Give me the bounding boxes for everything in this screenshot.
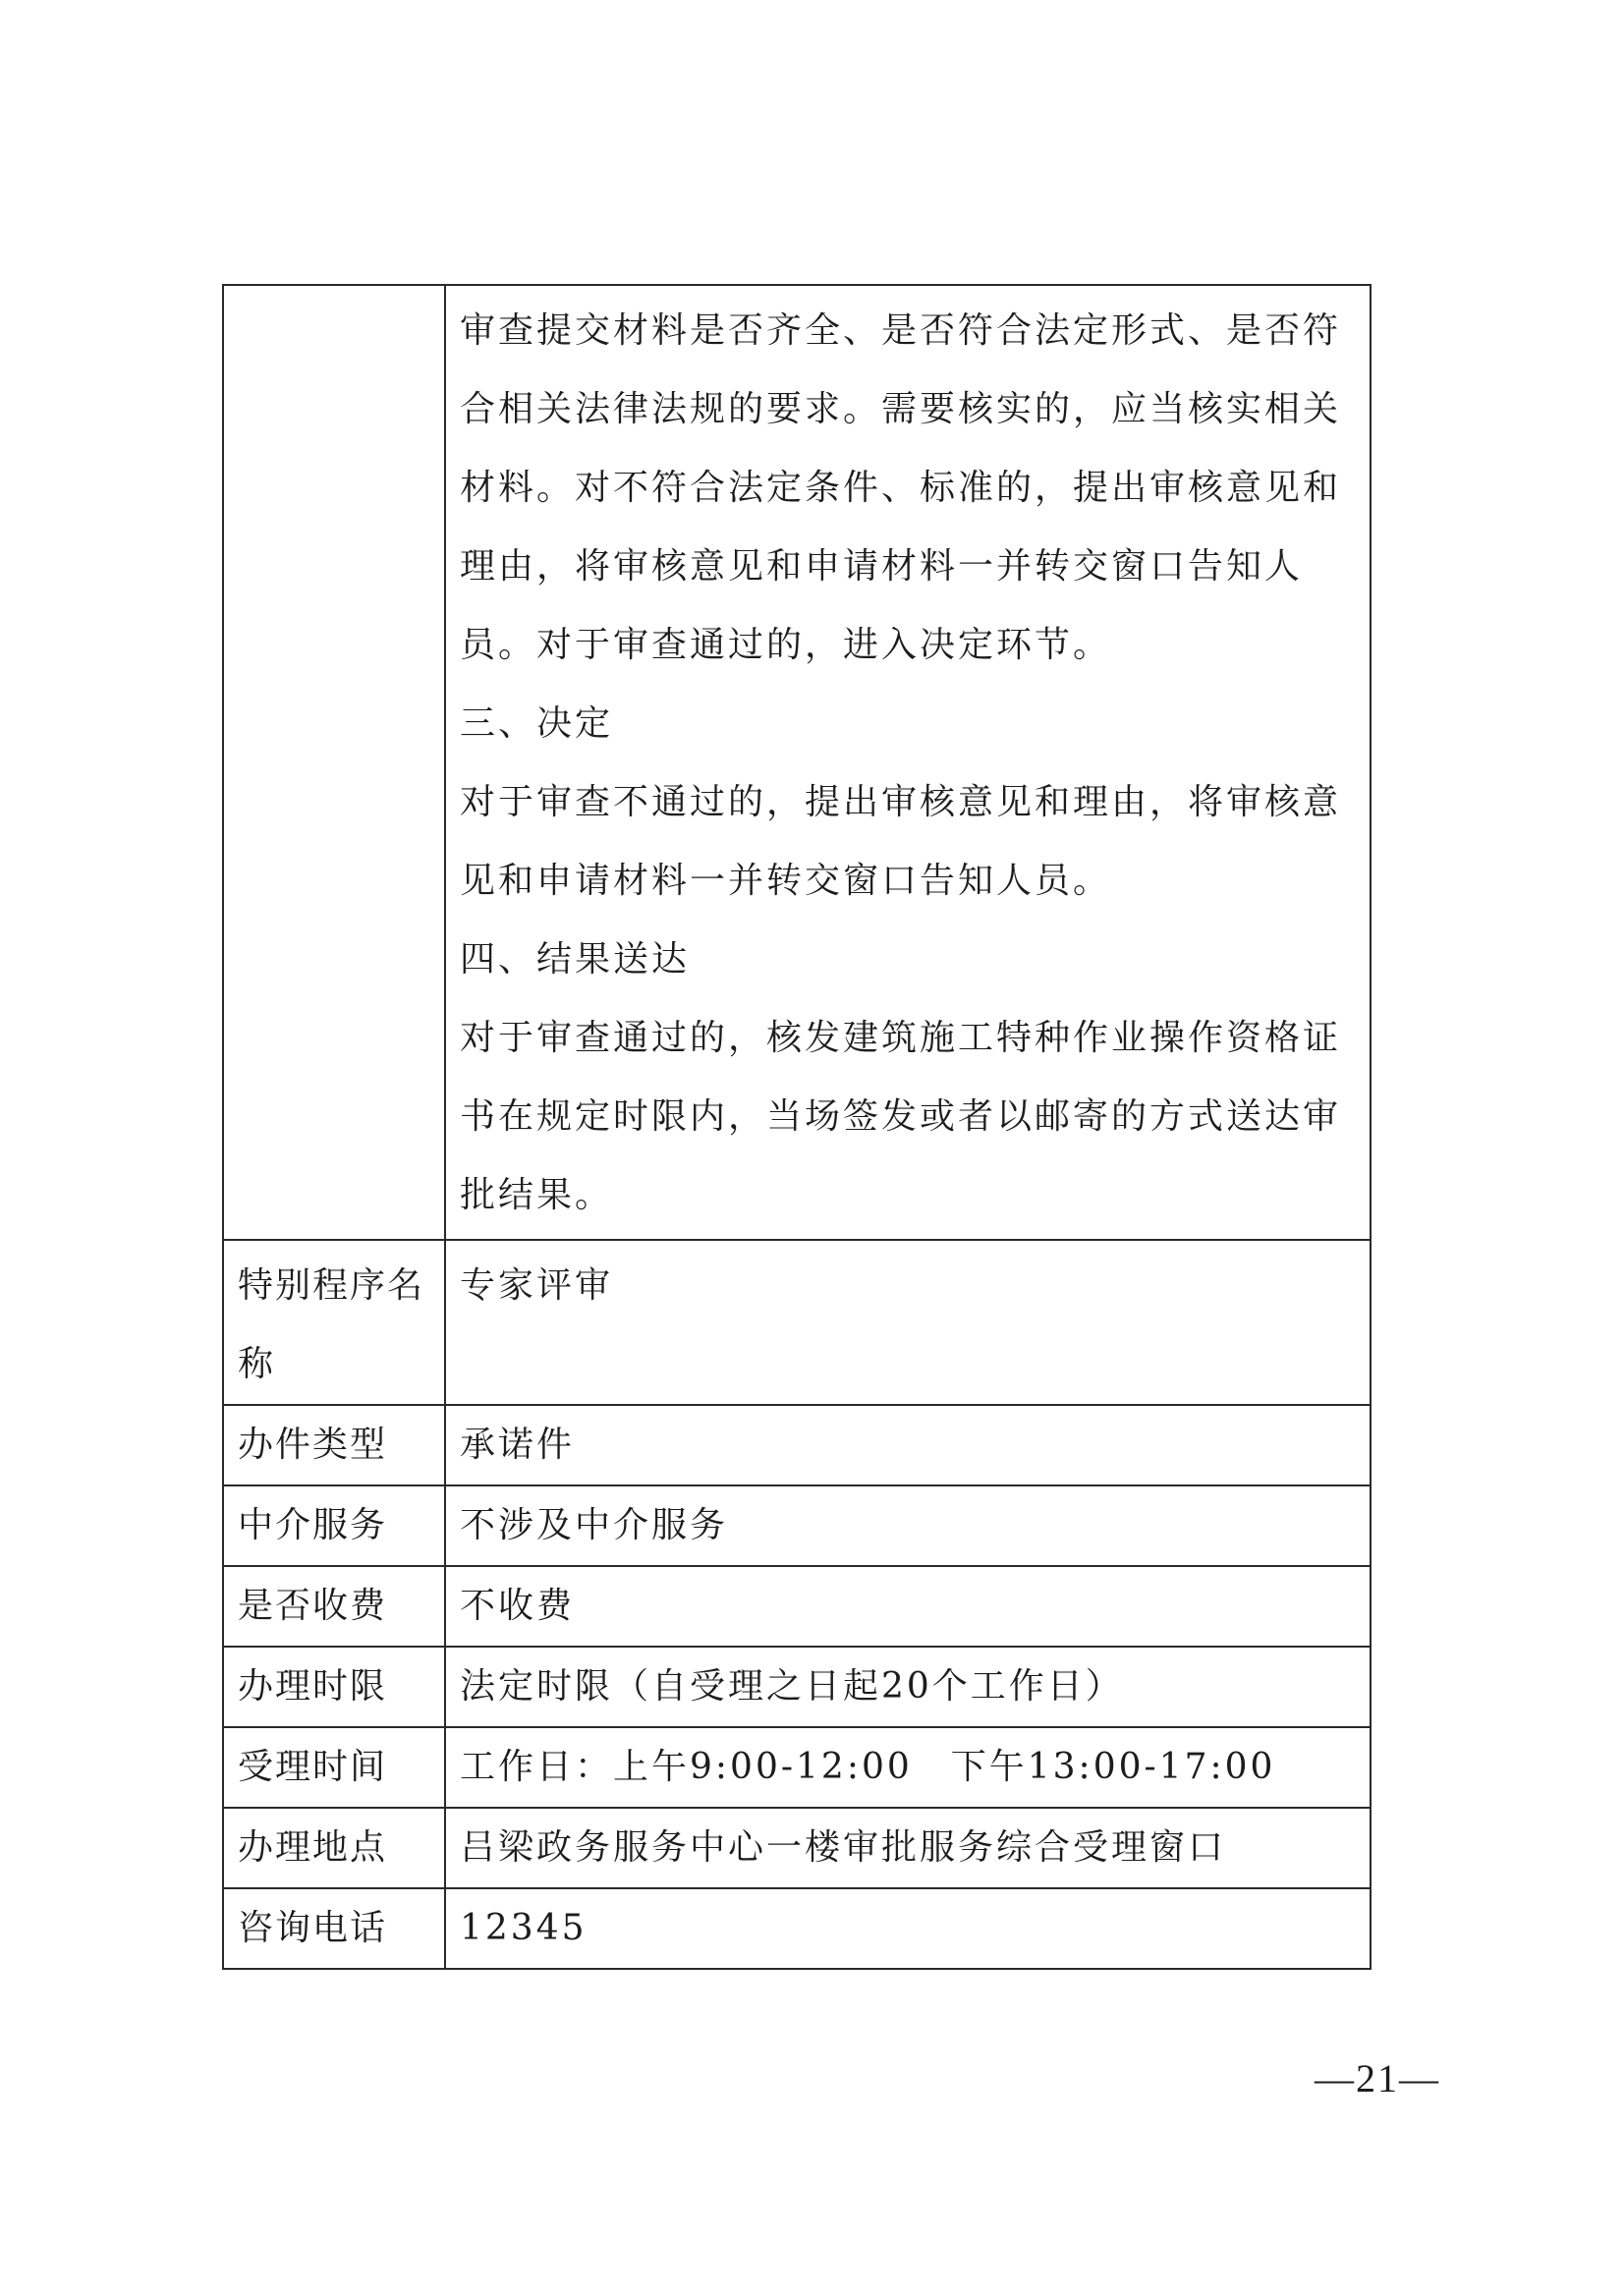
table-row-acceptance-hours xyxy=(223,1727,1371,1808)
table-row-location xyxy=(223,1808,1371,1888)
service-info-table xyxy=(222,284,1372,1970)
decision-paragraph: 对于审查不通过的，提出审核意见和理由，将审核意见和申请材料一并转交窗口告知人员。 xyxy=(460,782,1342,901)
procedure-content-cell xyxy=(445,285,1371,1240)
row-label: 办件类型 xyxy=(223,1405,445,1485)
review-paragraph: 审查提交材料是否齐全、是否符合法定形式、是否符合相关法律法规的要求。需要核实的，应当核实相关材料。对不符合法定条件、标准的，提出审核意见和理由，将审核意见和申请材料一并转交窗口告知人员。对于审查通过的，进入决定环节。 xyxy=(460,310,1342,665)
delivery-heading: 四、结果送达 xyxy=(460,939,691,980)
row-label: 受理时间 xyxy=(223,1727,445,1808)
row-value: 工作日：上午9:00-12:00 下午13:00-17:00 xyxy=(445,1727,1371,1808)
row-value: 专家评审 xyxy=(445,1240,1371,1405)
row-label: 咨询电话 xyxy=(223,1888,445,1969)
row-value: 承诺件 xyxy=(445,1405,1371,1485)
row-label: 中介服务 xyxy=(223,1485,445,1566)
row-value: 不收费 xyxy=(445,1566,1371,1647)
decision-heading: 三、决定 xyxy=(460,703,614,744)
table-row-special-procedure xyxy=(223,1240,1371,1405)
row-label: 办理地点 xyxy=(223,1808,445,1888)
table-row-intermediary xyxy=(223,1485,1371,1566)
table-row-procedure xyxy=(223,285,1371,1240)
page-number: —21— xyxy=(1315,2056,1440,2100)
table-row-case-type xyxy=(223,1405,1371,1485)
row-value: 12345 xyxy=(445,1888,1371,1969)
row-value: 不涉及中介服务 xyxy=(445,1485,1371,1566)
row-value: 吕梁政务服务中心一楼审批服务综合受理窗口 xyxy=(445,1808,1371,1888)
row-label: 办理时限 xyxy=(223,1647,445,1727)
row-label: 特别程序名称 xyxy=(223,1240,445,1405)
row-value: 法定时限（自受理之日起20个工作日） xyxy=(445,1647,1371,1727)
table-row-fee xyxy=(223,1566,1371,1647)
row-label: 是否收费 xyxy=(223,1566,445,1647)
table-row-phone xyxy=(223,1888,1371,1969)
delivery-paragraph: 对于审查通过的，核发建筑施工特种作业操作资格证书在规定时限内，当场签发或者以邮寄的方式送达审批结果。 xyxy=(460,1018,1342,1215)
procedure-label-cell xyxy=(223,285,445,1240)
table-row-time-limit xyxy=(223,1647,1371,1727)
